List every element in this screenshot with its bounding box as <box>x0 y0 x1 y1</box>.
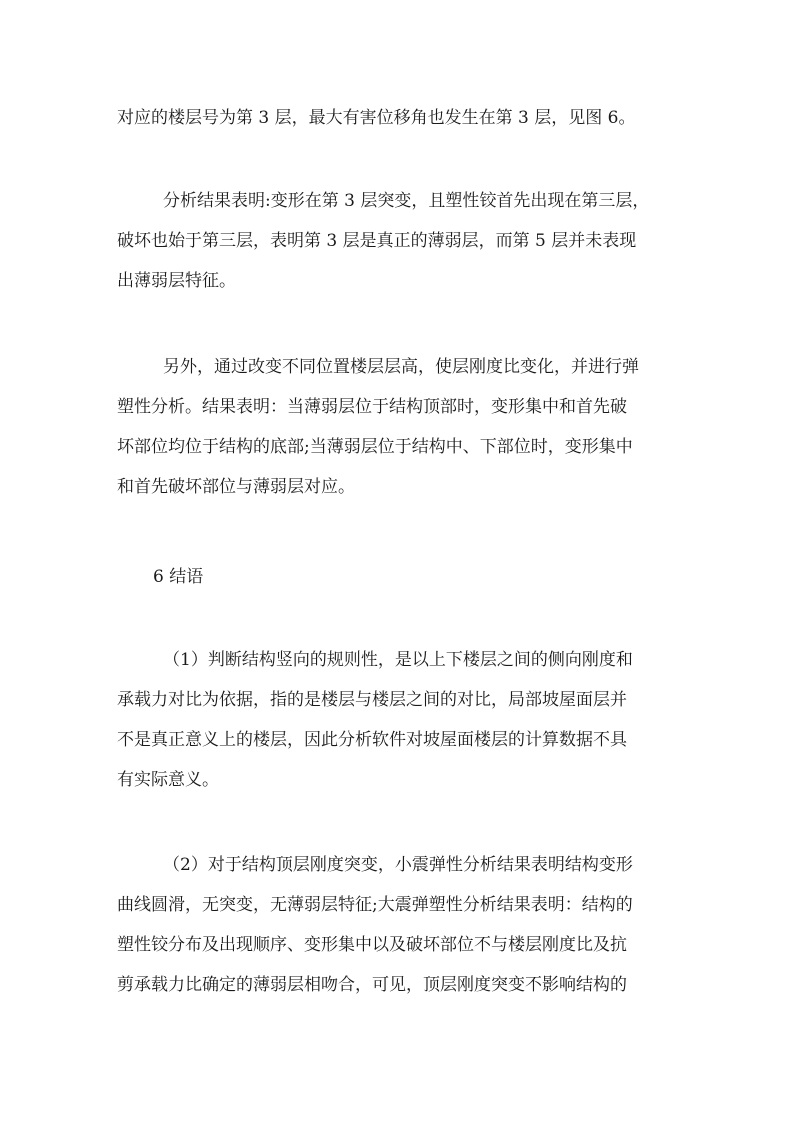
text-line: 有实际意义。 <box>117 770 219 790</box>
text-line: 塑性铰分布及出现顺序、变形集中以及破坏部位不与楼层刚度比及抗 <box>117 935 627 955</box>
text-line: （1）判断结构竖向的规则性，是以上下楼层之间的侧向刚度和 <box>163 650 633 670</box>
text-line: 分析结果表明:变形在第 3 层突变，且塑性铰首先出现在第三层， <box>163 191 650 211</box>
text-line: 和首先破坏部位与薄弱层对应。 <box>117 477 355 497</box>
paragraph-conclusion-2 <box>117 845 682 1005</box>
text-line: 出薄弱层特征。 <box>117 271 236 291</box>
text-line: 另外，通过改变不同位置楼层层高，使层刚度比变化，并进行弹 <box>163 357 639 377</box>
section-heading: 6 结语 <box>153 567 204 587</box>
text-line: （2）对于结构顶层刚度突变，小震弹性分析结果表明结构变形 <box>163 855 633 875</box>
text-line: 破坏也始于第三层，表明第 3 层是真正的薄弱层，而第 5 层并未表现 <box>117 231 637 251</box>
paragraph-analysis-result <box>117 181 682 301</box>
text-line: 坏部位均位于结构的底部;当薄弱层位于结构中、下部位时，变形集中 <box>117 437 633 457</box>
paragraph-continuation <box>117 98 682 138</box>
text-line: 承载力对比为依据，指的是楼层与楼层之间的对比，局部坡屋面层并 <box>117 690 627 710</box>
text-line: 对应的楼层号为第 3 层，最大有害位移角也发生在第 3 层，见图 6。 <box>117 108 636 128</box>
paragraph-conclusion-1 <box>117 640 682 800</box>
text-line: 剪承载力比确定的薄弱层相吻合，可见，顶层刚度突变不影响结构的 <box>117 975 627 995</box>
text-line: 曲线圆滑，无突变，无薄弱层特征;大震弹塑性分析结果表明：结构的 <box>117 895 633 915</box>
text-line: 不是真正意义上的楼层，因此分析软件对坡屋面楼层的计算数据不具 <box>117 730 627 750</box>
text-line: 塑性分析。结果表明：当薄弱层位于结构顶部时，变形集中和首先破 <box>117 397 627 417</box>
paragraph-story-height <box>117 347 682 507</box>
